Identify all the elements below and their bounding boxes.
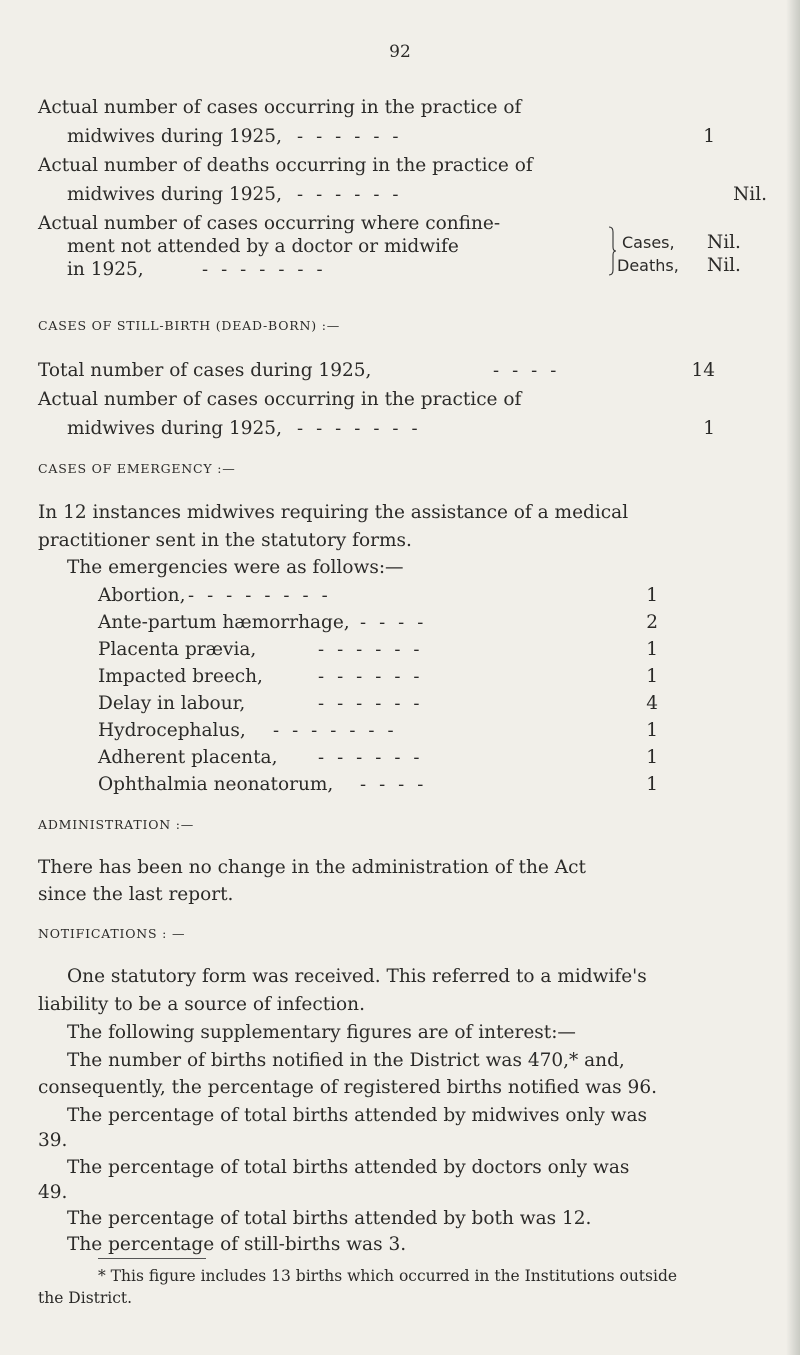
cases-value: Nil. <box>707 232 741 253</box>
emergency-item-value: 4 <box>646 693 658 714</box>
emergency-item: Adherent placenta, ------ 1 <box>98 747 658 768</box>
emergency-item-value: 1 <box>646 639 658 660</box>
emergency-item: Placenta prævia, ------ 1 <box>98 639 658 660</box>
intro-value1: 1 <box>703 126 715 147</box>
footnote-line1: * This figure includes 13 births which occurred in the Institutions outside <box>98 1267 678 1285</box>
emergency-item-value: 1 <box>646 774 658 795</box>
administration-line2: since the last report. <box>38 884 234 905</box>
still-birth-row2: midwives during 1925, ------- 1 <box>67 418 715 439</box>
emergency-item-value: 1 <box>646 585 658 606</box>
emergency-para1: In 12 instances midwives requiring the assistance of a medical <box>38 502 629 523</box>
intro-line3c: in 1925, <box>67 259 144 280</box>
emergency-item: Delay in labour, ------ 4 <box>98 693 658 714</box>
intro-value2: Nil. <box>733 184 767 205</box>
administration-heading: ADMINISTRATION :— <box>38 817 195 832</box>
emergency-item-label: Placenta prævia, <box>98 639 257 660</box>
emergency-para2: practitioner sent in the statutory forms. <box>38 530 412 551</box>
emergency-item: Ante-partum hæmorrhage, ---- 2 <box>98 612 658 633</box>
emergency-item-label: Hydrocephalus, <box>98 720 246 741</box>
emergency-item-label: Abortion, <box>98 585 186 606</box>
notifications-line: The percentage of total births attended by both was 12. <box>67 1208 592 1229</box>
deaths-label: Deaths, <box>617 256 679 275</box>
emergency-item-label: Delay in labour, <box>98 693 246 714</box>
footnote-divider <box>98 1258 206 1259</box>
deaths-value: Nil. <box>707 255 741 276</box>
intro-line1b: midwives during 1925, <box>67 126 282 147</box>
intro-line1a: Actual number of cases occurring in the practice of <box>38 97 522 118</box>
still-birth-row1: Total number of cases during 1925, ---- 14 <box>38 360 715 381</box>
emergency-item: Ophthalmia neonatorum, ---- 1 <box>98 774 658 795</box>
still-birth-value2: 1 <box>703 418 715 439</box>
emergency-item-label: Ophthalmia neonatorum, <box>98 774 334 795</box>
emergency-item-value: 1 <box>646 747 658 768</box>
notifications-line: The percentage of total births attended by doctors only was <box>67 1157 630 1178</box>
emergency-item: Impacted breech, ------ 1 <box>98 666 658 687</box>
intro-row1: midwives during 1925, ------ 1 <box>67 126 715 147</box>
intro-line3a: Actual number of cases occurring where confine- <box>38 213 501 234</box>
notifications-line: The percentage of still-births was 3. <box>67 1234 407 1255</box>
still-birth-value1: 14 <box>691 360 715 381</box>
notifications-line: The percentage of total births attended by midwives only was <box>67 1105 648 1126</box>
notifications-line: 39. <box>38 1130 68 1151</box>
emergency-item: Hydrocephalus, ------- 1 <box>98 720 658 741</box>
intro-line2a: Actual number of deaths occurring in the practice of <box>38 155 533 176</box>
administration-line1: There has been no change in the administration of the Act <box>38 857 586 878</box>
emergency-para3: The emergencies were as follows:— <box>67 557 404 578</box>
intro-row2: midwives during 1925, ------ Nil. <box>67 184 767 205</box>
footnote-line2: the District. <box>38 1289 133 1307</box>
page-number: 92 <box>389 42 411 62</box>
emergency-item-value: 2 <box>646 612 658 633</box>
notifications-line: liability to be a source of infection. <box>38 994 365 1015</box>
emergency-item-label: Ante-partum hæmorrhage, <box>98 612 350 633</box>
notifications-line: 49. <box>38 1182 68 1203</box>
notifications-line: The following supplementary figures are of interest:— <box>67 1022 576 1043</box>
still-birth-line2b: midwives during 1925, <box>67 418 282 439</box>
intro-line3b: ment not attended by a doctor or midwife <box>67 236 459 257</box>
emergency-item-value: 1 <box>646 666 658 687</box>
still-birth-line2a: Actual number of cases occurring in the practice of <box>38 389 522 410</box>
intro-line2b: midwives during 1925, <box>67 184 282 205</box>
notifications-line: consequently, the percentage of registered births notified was 96. <box>38 1077 657 1098</box>
notifications-line: One statutory form was received. This referred to a midwife's <box>67 966 647 987</box>
page-edge-shadow <box>786 0 800 1355</box>
notifications-line: The number of births notified in the District was 470,* and, <box>67 1050 625 1071</box>
emergency-item-value: 1 <box>646 720 658 741</box>
emergency-heading: CASES OF EMERGENCY :— <box>38 461 236 476</box>
notifications-heading: NOTIFICATIONS : — <box>38 926 186 941</box>
emergency-item-label: Impacted breech, <box>98 666 263 687</box>
emergency-item-label: Adherent placenta, <box>98 747 278 768</box>
still-birth-line1: Total number of cases during 1925, <box>38 360 372 381</box>
emergency-item: Abortion, -------- 1 <box>98 585 658 606</box>
still-birth-heading: CASES OF STILL-BIRTH (DEAD-BORN) :— <box>38 318 341 333</box>
right-brace-icon <box>609 226 616 276</box>
intro-row3: in 1925, ------- <box>67 259 336 280</box>
cases-label: Cases, <box>622 233 675 252</box>
